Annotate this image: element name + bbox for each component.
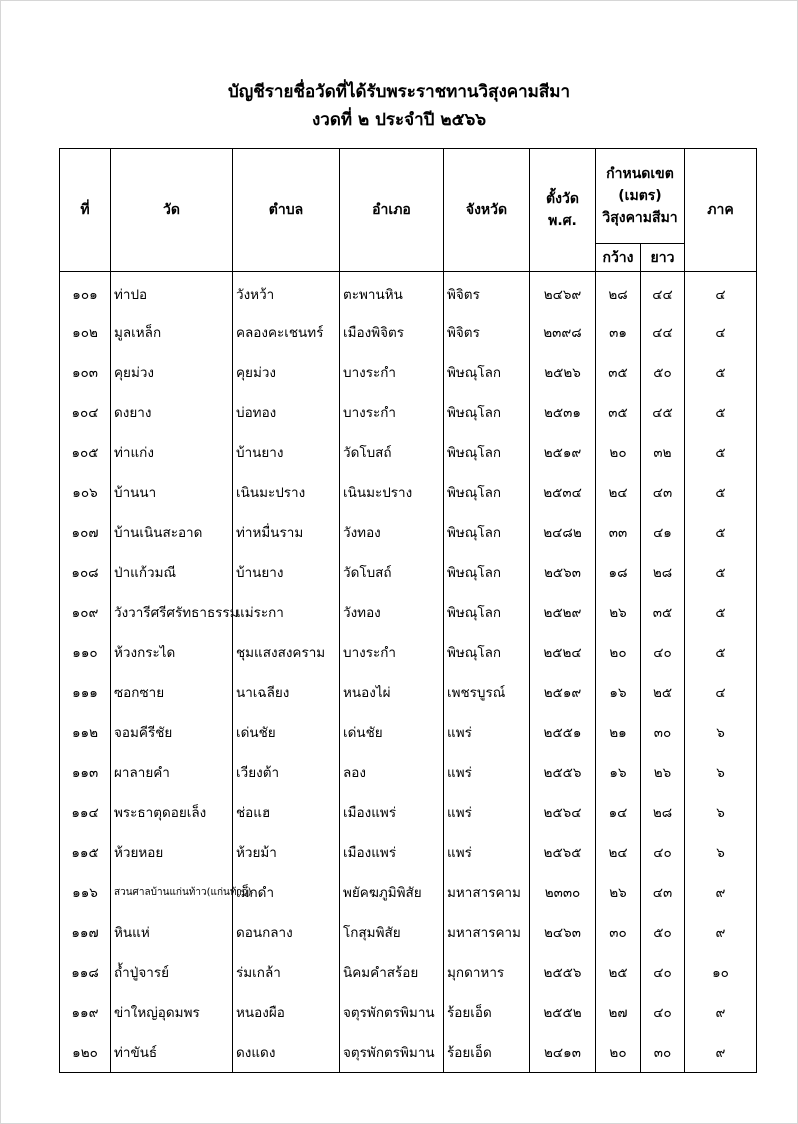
cell-province: พิษณุโลก [444, 512, 530, 552]
cell-width: ๑๖ [596, 752, 641, 792]
cell-region: ๕ [685, 552, 757, 592]
cell-wat: ท่าขันธ์ [111, 1032, 233, 1073]
cell-amphoe: หนองไผ่ [340, 672, 444, 712]
header-length: ยาว [641, 244, 685, 272]
table-row [60, 952, 757, 992]
cell-length: ๔๓ [641, 472, 685, 512]
cell-width: ๒๔ [596, 472, 641, 512]
header-wat: วัด [111, 149, 233, 272]
cell-tambon: หนองผือ [233, 992, 340, 1032]
cell-founded: ๒๕๑๙ [530, 672, 596, 712]
cell-no: ๑๑๓ [60, 752, 111, 792]
cell-amphoe: บางระกำ [340, 632, 444, 672]
table-row [60, 1032, 757, 1073]
cell-region: ๖ [685, 832, 757, 872]
cell-tambon: ร่มเกล้า [233, 952, 340, 992]
cell-wat: ห้วยหอย [111, 832, 233, 872]
cell-province: แพร่ [444, 752, 530, 792]
cell-region: ๕ [685, 632, 757, 672]
table-row [60, 432, 757, 472]
cell-founded: ๒๕๕๑ [530, 712, 596, 752]
cell-wat: สวนศาลบ้านแก่นท้าว(แก่นท้าว) [111, 872, 233, 912]
cell-region: ๖ [685, 712, 757, 752]
cell-tambon: คลองคะเชนทร์ [233, 312, 340, 352]
cell-length: ๔๕ [641, 392, 685, 432]
cell-wat: ดงยาง [111, 392, 233, 432]
table-row [60, 312, 757, 352]
cell-width: ๑๖ [596, 672, 641, 712]
cell-province: พิษณุโลก [444, 632, 530, 672]
cell-width: ๒๔ [596, 832, 641, 872]
title-line-1: บัญชีรายชื่อวัดที่ได้รับพระราชทานวิสุงคามสีมา [227, 82, 571, 102]
cell-wat: บ้านเนินสะอาด [111, 512, 233, 552]
cell-amphoe: บางระกำ [340, 352, 444, 392]
cell-region: ๙ [685, 1032, 757, 1073]
header-founded [530, 149, 596, 272]
table-row [60, 352, 757, 392]
cell-width: ๑๔ [596, 792, 641, 832]
header-tambon: ตำบล [233, 149, 340, 272]
cell-tambon: เนินมะปราง [233, 472, 340, 512]
cell-region: ๕ [685, 352, 757, 392]
cell-width: ๓๐ [596, 912, 641, 952]
cell-wat: พระธาตุดอยเล็ง [111, 792, 233, 832]
cell-region: ๕ [685, 592, 757, 632]
table-row [60, 912, 757, 952]
cell-founded: ๒๕๖๔ [530, 792, 596, 832]
cell-wat: ผาลายคำ [111, 752, 233, 792]
document-title [0, 78, 798, 134]
cell-no: ๑๑๑ [60, 672, 111, 712]
cell-amphoe: วัดโบสถ์ [340, 552, 444, 592]
table-row [60, 392, 757, 432]
cell-province: แพร่ [444, 792, 530, 832]
cell-no: ๑๑๕ [60, 832, 111, 872]
cell-founded: ๒๕๒๙ [530, 592, 596, 632]
cell-width: ๒๐ [596, 432, 641, 472]
cell-tambon: บ้านยาง [233, 432, 340, 472]
cell-amphoe: เมืองแพร่ [340, 832, 444, 872]
title-line-2: งวดที่ ๒ ประจำปี ๒๕๖๖ [311, 110, 487, 130]
header-founded-line-2: พ.ศ. [548, 213, 577, 229]
table-row [60, 672, 757, 712]
cell-amphoe: เนินมะปราง [340, 472, 444, 512]
header-province: จังหวัด [444, 149, 530, 272]
cell-tambon: บ่อทอง [233, 392, 340, 432]
cell-amphoe: โกสุมพิสัย [340, 912, 444, 952]
cell-amphoe: จตุรพักตรพิมาน [340, 992, 444, 1032]
cell-founded: ๒๔๘๒ [530, 512, 596, 552]
table-row [60, 872, 757, 912]
cell-no: ๑๒๐ [60, 1032, 111, 1073]
cell-width: ๒๐ [596, 1032, 641, 1073]
cell-length: ๒๘ [641, 552, 685, 592]
cell-length: ๓๐ [641, 1032, 685, 1073]
cell-no: ๑๑๔ [60, 792, 111, 832]
table-row [60, 752, 757, 792]
table-row [60, 592, 757, 632]
cell-amphoe: เมืองแพร่ [340, 792, 444, 832]
cell-length: ๔๐ [641, 832, 685, 872]
cell-tambon: ดงแดง [233, 1032, 340, 1073]
table-row [60, 792, 757, 832]
cell-wat: ห้วงกระได [111, 632, 233, 672]
cell-no: ๑๐๕ [60, 432, 111, 472]
table-row [60, 272, 757, 313]
header-founded-line-1: ตั้งวัด [546, 191, 579, 207]
cell-region: ๔ [685, 312, 757, 352]
cell-length: ๓๕ [641, 592, 685, 632]
cell-no: ๑๐๓ [60, 352, 111, 392]
table-row [60, 472, 757, 512]
cell-length: ๕๐ [641, 352, 685, 392]
cell-region: ๕ [685, 432, 757, 472]
cell-region: ๕ [685, 512, 757, 552]
cell-founded: ๒๕๕๒ [530, 992, 596, 1032]
cell-tambon: คุยม่วง [233, 352, 340, 392]
table-row [60, 712, 757, 752]
cell-width: ๓๕ [596, 392, 641, 432]
cell-region: ๕ [685, 392, 757, 432]
cell-length: ๔๔ [641, 312, 685, 352]
cell-tambon: ช่อแฮ [233, 792, 340, 832]
cell-width: ๒๘ [596, 272, 641, 313]
cell-region: ๙ [685, 912, 757, 952]
header-region: ภาค [685, 149, 757, 272]
cell-region: ๔ [685, 672, 757, 712]
table-row [60, 552, 757, 592]
cell-length: ๔๓ [641, 872, 685, 912]
cell-length: ๔๐ [641, 952, 685, 992]
cell-province: มุกดาหาร [444, 952, 530, 992]
table-row [60, 632, 757, 672]
cell-tambon: เวียงต้า [233, 752, 340, 792]
cell-width: ๒๗ [596, 992, 641, 1032]
cell-founded: ๒๕๖๕ [530, 832, 596, 872]
cell-no: ๑๐๒ [60, 312, 111, 352]
cell-founded: ๒๕๕๖ [530, 752, 596, 792]
cell-amphoe: พยัคฆภูมิพิสัย [340, 872, 444, 912]
cell-province: เพชรบูรณ์ [444, 672, 530, 712]
cell-founded: ๒๕๕๖ [530, 952, 596, 992]
cell-amphoe: วัดโบสถ์ [340, 432, 444, 472]
cell-width: ๒๕ [596, 952, 641, 992]
cell-tambon: ชุมแสงสงคราม [233, 632, 340, 672]
cell-length: ๔๐ [641, 992, 685, 1032]
cell-province: ร้อยเอ็ด [444, 992, 530, 1032]
table-row [60, 832, 757, 872]
cell-province: พิจิตร [444, 312, 530, 352]
cell-tambon: ท่าหมื่นราม [233, 512, 340, 552]
cell-amphoe: บางระกำ [340, 392, 444, 432]
cell-province: พิษณุโลก [444, 552, 530, 592]
cell-founded: ๒๕๒๖ [530, 352, 596, 392]
cell-wat: วังวารีศรีศรัทธาธรรม [111, 592, 233, 632]
cell-no: ๑๐๑ [60, 272, 111, 313]
cell-amphoe: ตะพานหิน [340, 272, 444, 313]
cell-amphoe: เมืองพิจิตร [340, 312, 444, 352]
cell-region: ๕ [685, 472, 757, 512]
header-no: ที่ [60, 149, 111, 272]
temple-list-table [59, 148, 757, 1073]
cell-no: ๑๐๙ [60, 592, 111, 632]
cell-wat: คุยม่วง [111, 352, 233, 392]
cell-no: ๑๑๗ [60, 912, 111, 952]
cell-wat: หินแห่ [111, 912, 233, 952]
table-row [60, 992, 757, 1032]
header-width: กว้าง [596, 244, 641, 272]
cell-length: ๕๐ [641, 912, 685, 952]
cell-province: แพร่ [444, 712, 530, 752]
cell-width: ๓๑ [596, 312, 641, 352]
cell-tambon: ห้วยม้า [233, 832, 340, 872]
cell-province: พิษณุโลก [444, 352, 530, 392]
cell-founded: ๒๕๖๓ [530, 552, 596, 592]
cell-wat: จอมคีรีชัย [111, 712, 233, 752]
cell-tambon: วังหว้า [233, 272, 340, 313]
cell-founded: ๒๕๒๔ [530, 632, 596, 672]
cell-region: ๖ [685, 792, 757, 832]
table-header [60, 149, 757, 272]
table-body [60, 272, 757, 1073]
cell-tambon: ดอนกลาง [233, 912, 340, 952]
cell-founded: ๒๓๙๘ [530, 312, 596, 352]
cell-wat: ท่าปอ [111, 272, 233, 313]
cell-no: ๑๑๘ [60, 952, 111, 992]
cell-tambon: เด่นชัย [233, 712, 340, 752]
table-row [60, 512, 757, 552]
cell-wat: ข่าใหญ่อุดมพร [111, 992, 233, 1032]
cell-length: ๒๕ [641, 672, 685, 712]
cell-province: มหาสารคาม [444, 912, 530, 952]
cell-wat: ถ้ำปู่จารย์ [111, 952, 233, 992]
cell-no: ๑๐๗ [60, 512, 111, 552]
cell-founded: ๒๕๓๑ [530, 392, 596, 432]
cell-founded: ๒๔๑๓ [530, 1032, 596, 1073]
cell-province: พิจิตร [444, 272, 530, 313]
cell-tambon: เม็กดำ [233, 872, 340, 912]
cell-no: ๑๐๔ [60, 392, 111, 432]
cell-amphoe: ลอง [340, 752, 444, 792]
cell-province: มหาสารคาม [444, 872, 530, 912]
cell-amphoe: นิคมคำสร้อย [340, 952, 444, 992]
cell-length: ๒๘ [641, 792, 685, 832]
cell-length: ๓๐ [641, 712, 685, 752]
cell-width: ๒๖ [596, 872, 641, 912]
cell-length: ๔๐ [641, 632, 685, 672]
cell-region: ๔ [685, 272, 757, 313]
cell-length: ๒๖ [641, 752, 685, 792]
cell-width: ๒๖ [596, 592, 641, 632]
header-boundary-line-1: กำหนดเขต [606, 166, 674, 182]
cell-region: ๙ [685, 992, 757, 1032]
cell-province: ร้อยเอ็ด [444, 1032, 530, 1073]
cell-region: ๖ [685, 752, 757, 792]
header-boundary-line-2: (เมตร) [618, 188, 662, 204]
cell-founded: ๒๔๖๙ [530, 272, 596, 313]
cell-region: ๑๐ [685, 952, 757, 992]
cell-wat: มูลเหล็ก [111, 312, 233, 352]
cell-wat: ป่าแก้วมณี [111, 552, 233, 592]
cell-width: ๒๑ [596, 712, 641, 752]
cell-length: ๔๔ [641, 272, 685, 313]
cell-wat: ท่าแก่ง [111, 432, 233, 472]
cell-no: ๑๐๖ [60, 472, 111, 512]
cell-wat: บ้านนา [111, 472, 233, 512]
cell-no: ๑๑๖ [60, 872, 111, 912]
cell-founded: ๒๕๑๙ [530, 432, 596, 472]
cell-length: ๓๒ [641, 432, 685, 472]
cell-region: ๙ [685, 872, 757, 912]
cell-amphoe: จตุรพักตรพิมาน [340, 1032, 444, 1073]
cell-length: ๔๑ [641, 512, 685, 552]
cell-wat: ซอกซาย [111, 672, 233, 712]
cell-amphoe: เด่นชัย [340, 712, 444, 752]
cell-no: ๑๑๐ [60, 632, 111, 672]
cell-width: ๑๘ [596, 552, 641, 592]
cell-tambon: นาเฉลียง [233, 672, 340, 712]
cell-no: ๑๐๘ [60, 552, 111, 592]
cell-width: ๓๓ [596, 512, 641, 552]
cell-tambon: แม่ระกา [233, 592, 340, 632]
cell-province: พิษณุโลก [444, 472, 530, 512]
header-boundary-line-3: วิสุงคามสีมา [602, 210, 678, 226]
cell-no: ๑๑๙ [60, 992, 111, 1032]
cell-founded: ๒๕๓๔ [530, 472, 596, 512]
cell-province: พิษณุโลก [444, 392, 530, 432]
cell-amphoe: วังทอง [340, 512, 444, 552]
cell-tambon: บ้านยาง [233, 552, 340, 592]
cell-no: ๑๑๒ [60, 712, 111, 752]
cell-width: ๓๕ [596, 352, 641, 392]
cell-province: แพร่ [444, 832, 530, 872]
header-amphoe: อำเภอ [340, 149, 444, 272]
cell-province: พิษณุโลก [444, 592, 530, 632]
cell-founded: ๒๓๓๐ [530, 872, 596, 912]
cell-amphoe: วังทอง [340, 592, 444, 632]
cell-width: ๒๐ [596, 632, 641, 672]
cell-province: พิษณุโลก [444, 432, 530, 472]
header-boundary [596, 149, 685, 244]
cell-founded: ๒๔๖๓ [530, 912, 596, 952]
